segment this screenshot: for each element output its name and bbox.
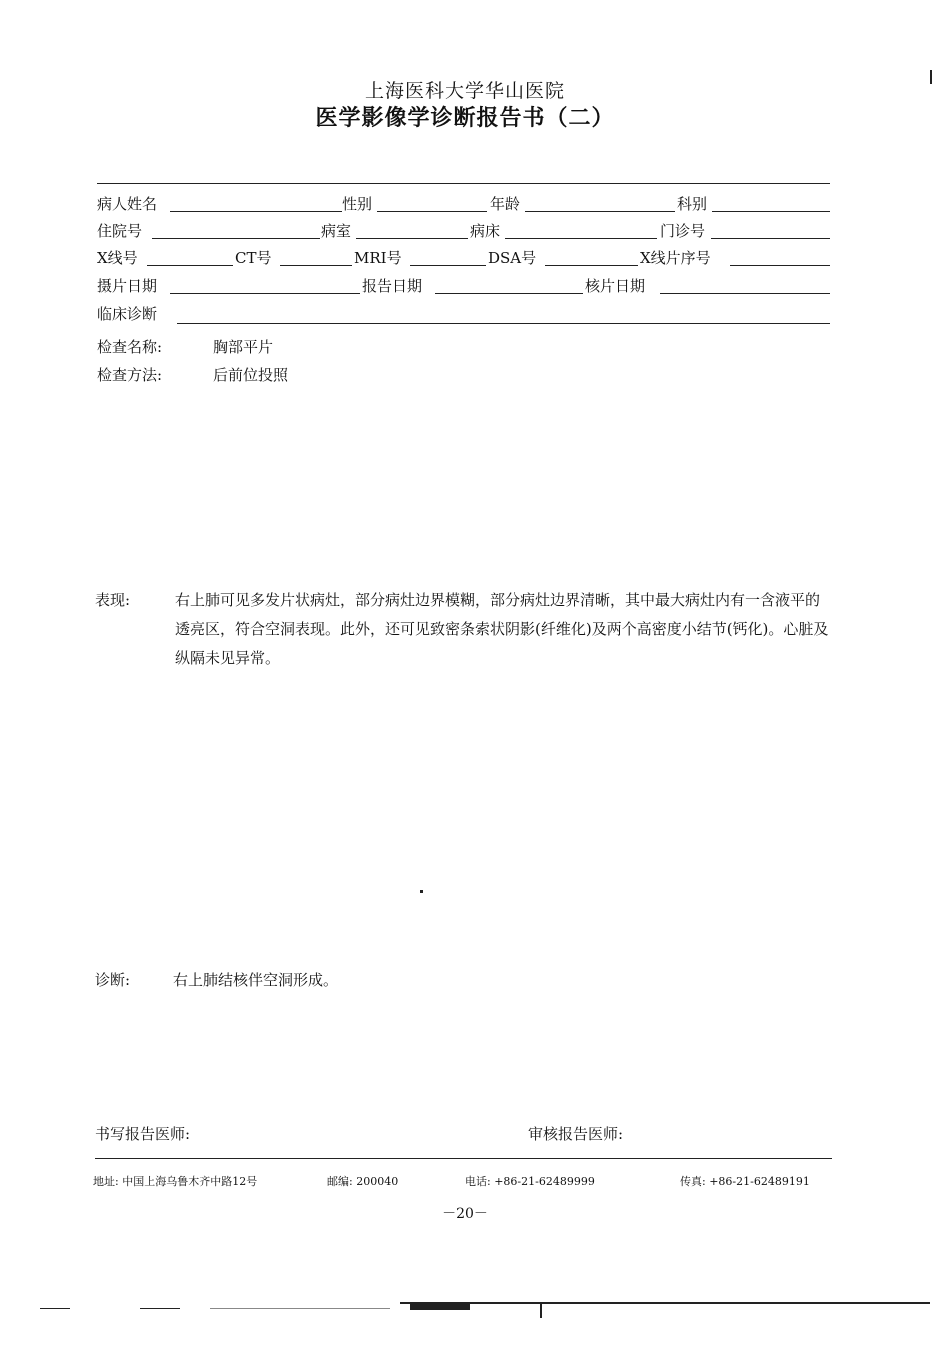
- diagnosis-text: 右上肺结核伴空洞形成。: [173, 971, 339, 989]
- review-date-blank: [660, 293, 830, 294]
- report-date-label: 报告日期: [362, 277, 423, 295]
- exam-name-value: 胸部平片: [213, 338, 274, 356]
- outpatient-no-label: 门诊号: [660, 222, 706, 240]
- clinical-diagnosis-label: 临床诊断: [97, 305, 158, 323]
- scan-line: [40, 1308, 70, 1309]
- hospital-name: 上海医科大学华山医院: [364, 80, 565, 102]
- page-number: －20－: [442, 1206, 488, 1222]
- inpatient-no-label: 住院号: [97, 222, 143, 240]
- mri-no-label: MRI号: [354, 249, 402, 267]
- inpatient-no-blank: [152, 238, 320, 239]
- dsa-no-blank: [545, 265, 638, 266]
- info-row-1: [97, 193, 832, 215]
- age-blank: [525, 211, 675, 212]
- exam-method-label: 检查方法:: [97, 366, 163, 384]
- footer-phone: 电话: +86-21-62489999: [465, 1175, 595, 1188]
- ward-blank: [356, 238, 468, 239]
- diagnosis-label: 诊断:: [95, 971, 131, 989]
- film-date-blank: [170, 293, 360, 294]
- exam-name-label: 检查名称:: [97, 338, 163, 356]
- patient-name-label: 病人姓名: [97, 195, 158, 213]
- xray-no-blank: [147, 265, 233, 266]
- bed-label: 病床: [470, 222, 501, 240]
- footer-address: 地址: 中国上海乌鲁木齐中路12号: [93, 1175, 258, 1188]
- department-blank: [712, 211, 830, 212]
- xray-no-label: X线号: [97, 249, 138, 267]
- footer-rule: [95, 1158, 832, 1159]
- findings-label: 表现:: [95, 591, 131, 609]
- reviewer-signature-label: 审核报告医师:: [528, 1125, 624, 1143]
- info-row-3: [97, 247, 832, 269]
- patient-name-blank: [170, 211, 342, 212]
- age-label: 年龄: [490, 195, 521, 213]
- ct-no-blank: [280, 265, 352, 266]
- info-row-5: [97, 303, 832, 325]
- department-label: 科别: [677, 195, 708, 213]
- sex-blank: [377, 211, 487, 212]
- bed-blank: [505, 238, 657, 239]
- info-row-4: [97, 275, 832, 297]
- outpatient-no-blank: [711, 238, 830, 239]
- ward-label: 病室: [321, 222, 352, 240]
- xray-film-no-label: X线片序号: [640, 249, 711, 267]
- scan-line: [210, 1308, 390, 1309]
- report-date-blank: [435, 293, 583, 294]
- info-row-2: [97, 220, 832, 242]
- scan-line: [400, 1302, 930, 1304]
- report-title: 医学影像学诊断报告书（二）: [315, 106, 615, 131]
- scan-line: [410, 1304, 470, 1310]
- footer-fax: 传真: +86-21-62489191: [680, 1175, 810, 1188]
- scan-mark: [930, 70, 932, 84]
- dsa-no-label: DSA号: [488, 249, 537, 267]
- film-date-label: 摄片日期: [97, 277, 158, 295]
- clinical-diagnosis-blank: [177, 323, 830, 324]
- scan-mark: [540, 1304, 542, 1318]
- xray-film-no-blank: [730, 265, 830, 266]
- writer-signature-label: 书写报告医师:: [95, 1125, 191, 1143]
- scan-line: [140, 1308, 180, 1309]
- findings-text: 右上肺可见多发片状病灶，部分病灶边界模糊，部分病灶边界清晰，其中最大病灶内有一含液平的透亮区，符合空洞表现。此外，还可见致密条索状阴影(纤维化)及两个高密度小结节(钙化)。心脏及纵隔未见异常。: [175, 591, 829, 667]
- mri-no-blank: [410, 265, 486, 266]
- exam-method-value: 后前位投照: [213, 366, 289, 384]
- ct-no-label: CT号: [235, 249, 272, 267]
- footer-postcode: 邮编: 200040: [327, 1175, 399, 1188]
- sex-label: 性别: [342, 195, 373, 213]
- header-rule: [97, 183, 830, 184]
- review-date-label: 核片日期: [585, 277, 646, 295]
- scan-mark: [420, 890, 423, 893]
